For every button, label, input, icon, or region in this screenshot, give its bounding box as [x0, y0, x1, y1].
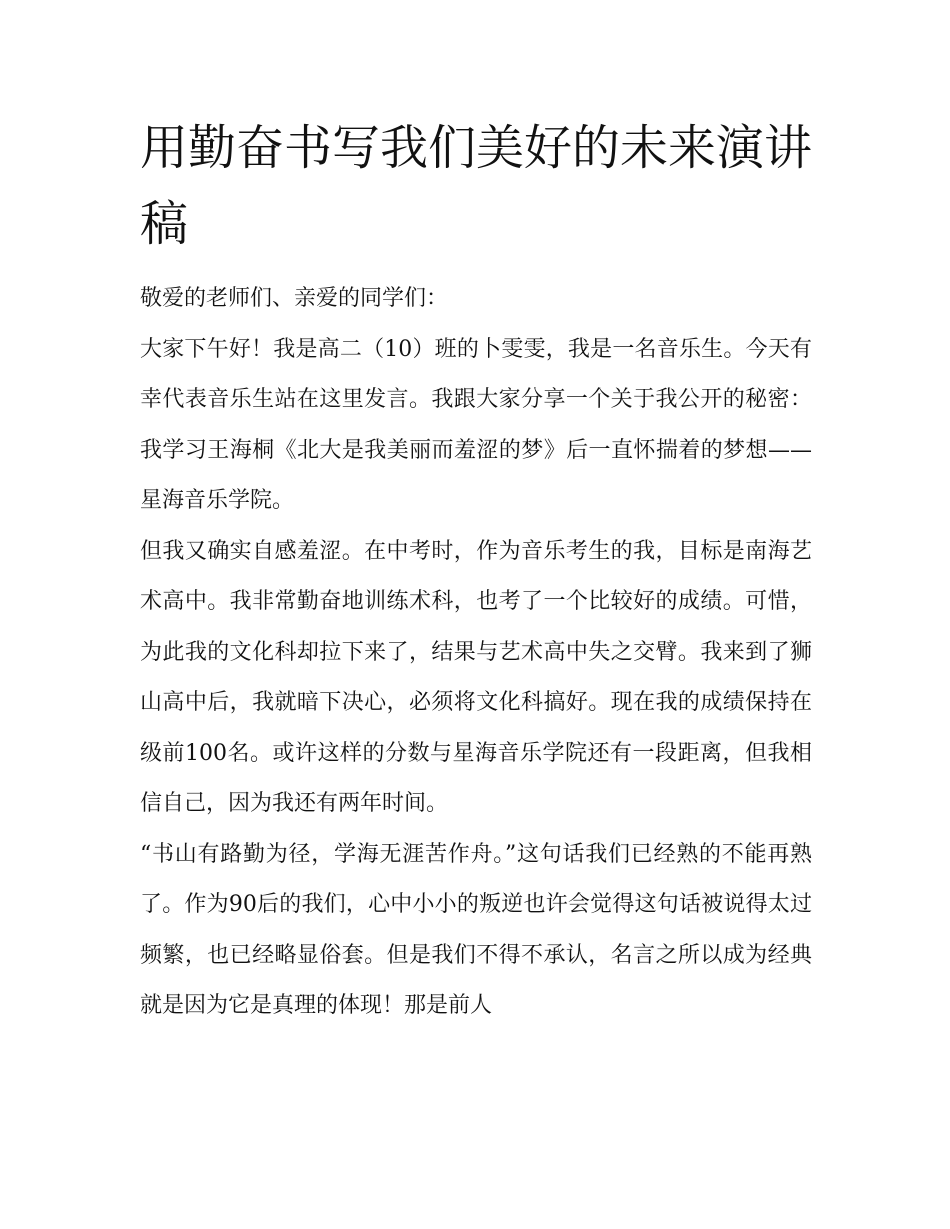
paragraph-quote: “书山有路勤为径，学海无涯苦作舟。”这句话我们已经熟的不能再熟了。作为90后的我们，心中小小的叛逆也许会觉得这句话被说得太过频繁，也已经略显俗套。但是我们不得不承认，名言之所以成为经典就是因为它是真理的体现！那是前人 [140, 841, 812, 1018]
document-body [140, 110, 812, 1032]
salutation: 敬爱的老师们、亲爱的同学们： [140, 286, 449, 311]
paragraph-intro: 大家下午好！我是高二（10）班的卜雯雯，我是一名音乐生。今天有幸代表音乐生站在这里发言。我跟大家分享一个关于我公开的秘密：我学习王海桐《北大是我美丽而羞涩的梦》后一直怀揣着的梦想——星海音乐学院。 [140, 336, 812, 513]
paragraph-story: 但我又确实自感羞涩。在中考时，作为音乐考生的我，目标是南海艺术高中。我非常勤奋地训练术科，也考了一个比较好的成绩。可惜，为此我的文化科却拉下来了，结果与艺术高中失之交臂。我来到了狮山高中后，我就暗下决心，必须将文化科搞好。现在我的成绩保持在级前100名。或许这样的分数与星海音乐学院还有一段距离，但我相信自己，因为我还有两年时间。 [140, 538, 812, 816]
document-title: 用勤奋书写我们美好的未来演讲稿 [140, 120, 813, 252]
